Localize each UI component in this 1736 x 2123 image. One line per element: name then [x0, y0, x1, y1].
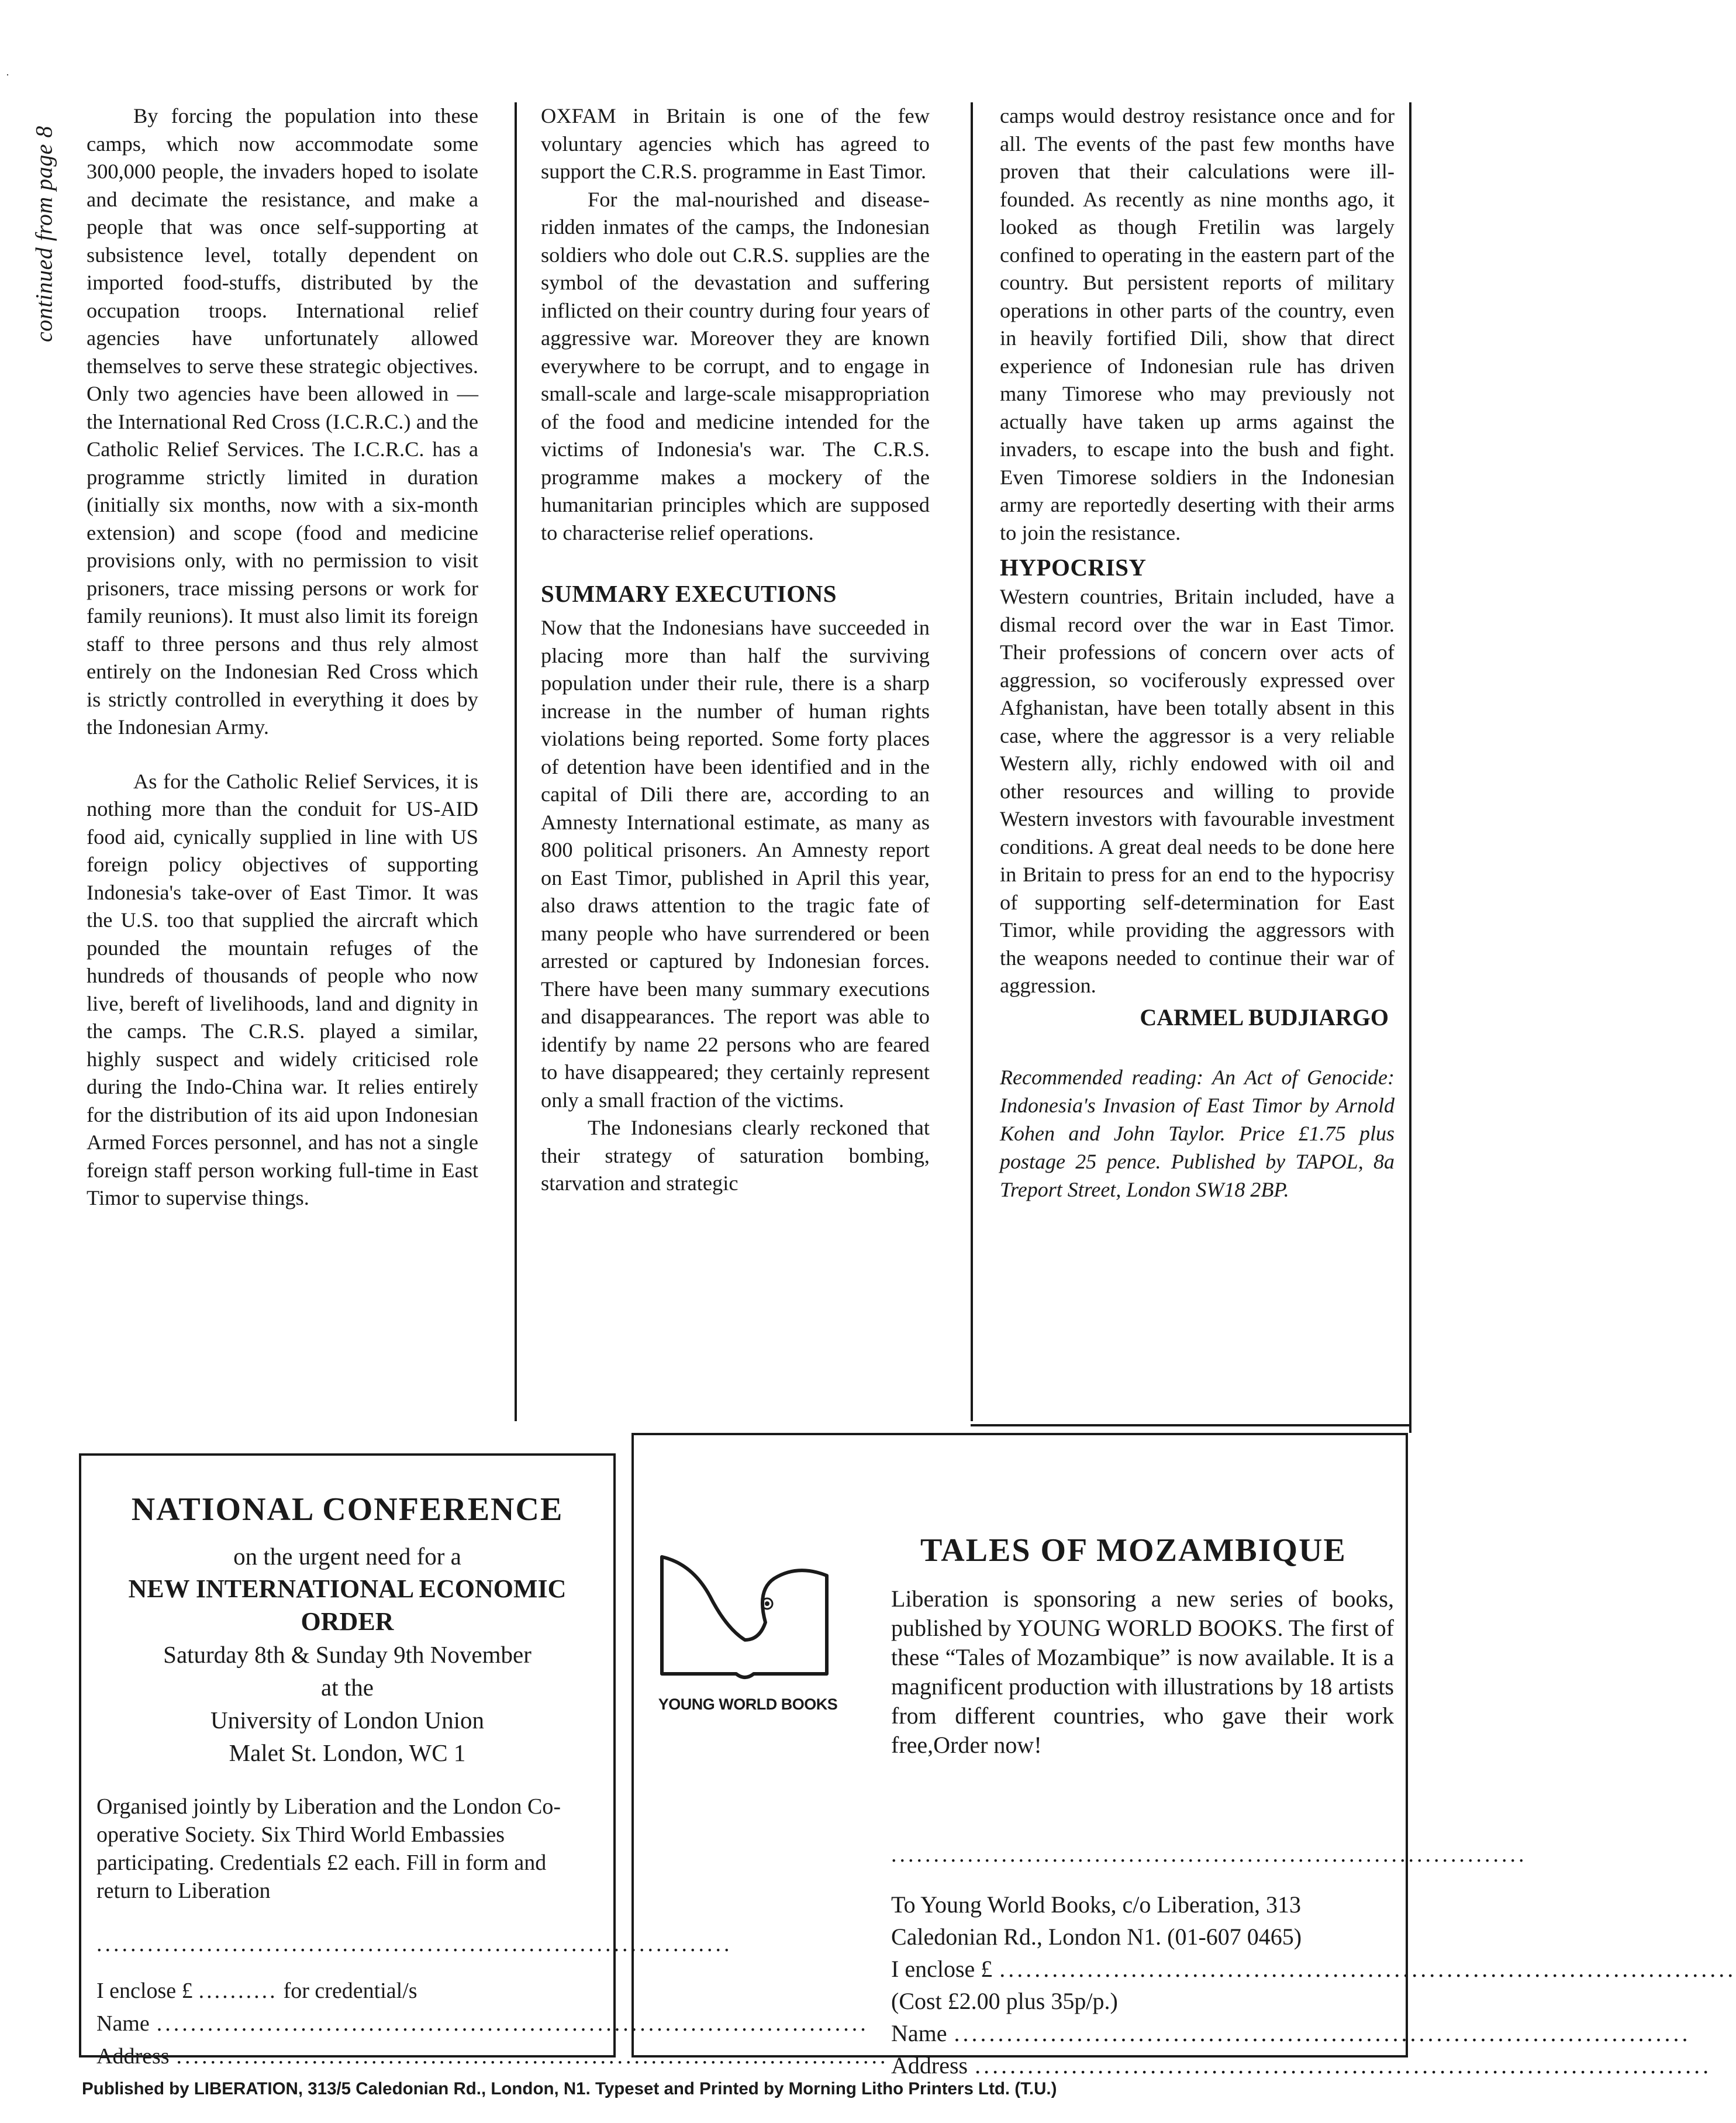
tales-enclose-line — [891, 1953, 1736, 1985]
tales-address-field[interactable]: .................................................................................... — [975, 2052, 1712, 2079]
article-column-3 — [1000, 102, 1395, 1421]
col2-paragraph-4: The Indonesians clearly reckoned that their strategy of saturation bombing, starvation and strategic — [541, 1116, 930, 1195]
tales-amount-field[interactable]: .................................................................................... — [999, 1956, 1736, 1982]
conference-line-3: ORDER — [301, 1607, 394, 1636]
tales-cost: (Cost £2.00 plus 35p/p.) — [891, 1988, 1118, 2014]
scan-mark: · — [6, 69, 9, 81]
column-rule-bottom — [971, 1424, 1411, 1426]
article-column-2 — [541, 102, 930, 1421]
column-rule-1 — [515, 102, 517, 1421]
conference-line-2: NEW INTERNATIONAL ECONOMIC — [128, 1574, 567, 1603]
tales-enclose-label: I enclose £ — [891, 1956, 993, 1982]
conference-enclose-suffix: for credential/s — [283, 1979, 417, 2003]
tales-title: TALES OF MOZAMBIQUE — [920, 1532, 1347, 1569]
continuation-note — [29, 99, 58, 368]
tales-address: To Young World Books, c/o Liberation, 313 Caledonian Rd., London N1. (01-607 0465) — [891, 1891, 1302, 1950]
col2-paragraph-2: For the mal-nourished and disease-ridden inmates of the camps, the Indonesian soldiers who dole out C.R.S. supplies are the symbol of the devastation and suffering inflicted on their country during four years of aggressive war. Moreover they are known everywhere to be corrupt, and to engage in small-scale and large-scale misappropriation of the food and medicine intended for the victims of Indonesia's war. The C.R.S. programme makes a mockery of the humanitarian principles which are supposed to characterise relief operations. — [541, 187, 930, 544]
summary-executions-heading: SUMMARY EXECUTIONS — [541, 580, 837, 607]
col3-paragraph-1: camps would destroy resistance once and for all. The events of the past few months have proven that their calculations were ill-founded. As recently as nine months ago, it looked as though Fretilin was largely confined to operating in the eastern part of the country. But persistent reports of military operations in other parts of the country, even in heavily fortified Dili, show that direct experience of Indonesian rule has driven many Timorese who may previously not actually have taken up arms against the invaders, to escape into the bush and fight. Even Timorese soldiers in the Indonesian army are reportedly deserting with their arms to join the resistance. — [1000, 104, 1395, 544]
logo-label: YOUNG WORLD BOOKS — [658, 1695, 838, 1713]
form-dotted-line: ........................................................................... — [96, 1932, 733, 1956]
author-byline: CARMEL BUDJIARGO — [1140, 1004, 1389, 1031]
tales-of-mozambique-advert — [631, 1433, 1736, 2079]
hypocrisy-heading: HYPOCRISY — [1000, 554, 1147, 581]
conference-name-label: Name — [96, 2011, 150, 2036]
conference-name-line — [81, 2007, 869, 2040]
tales-name-line — [891, 2017, 1691, 2049]
book-logo-icon — [657, 1552, 833, 1687]
conference-address: Malet St. London, WC 1 — [229, 1739, 466, 1766]
conference-amount-field[interactable]: .......... — [198, 1979, 278, 2003]
col1-paragraph-1: By forcing the population into these camps, which now accommodate some 300,000 people, the invaders hoped to isolate and decimate the resistance, and make a people that was once self-supporting at subsistence level, totally dependent on imported food-stuffs, distributed by the occupation troops. International relief agencies have unfortunately allowed themselves to serve these strategic objectives. Only two agencies have been allowed in — the International Red Cross (I.C.R.C.) and the Catholic Relief Services. The I.C.R.C. has a programme strictly limited in duration (initially six months, now with a six-month extension) and scope (food and medicine provisions only, with no permission to visit prisoners, trace missing persons or work for family reunions). It must also limit its foreign staff to three persons and thus rely almost entirely on the Indonesian Red Cross which is strictly controlled in everything it does by the Indonesian Army. — [87, 104, 478, 739]
conference-enclose-line — [81, 1974, 613, 2007]
tales-address-line — [891, 2049, 1712, 2081]
conference-address-line — [81, 2040, 889, 2073]
tales-order-form — [891, 1839, 1736, 2081]
tales-dotted-line: ........................................................................... — [891, 1842, 1527, 1867]
conference-details: Organised jointly by Liberation and the London Co-operative Society. Six Third World Embassies participating. Credentials £2 each. Fill in form and return to Liberation — [96, 1794, 561, 1903]
column-rule-2 — [971, 102, 973, 1421]
tales-description: Liberation is sponsoring a new series of books, published by YOUNG WORLD BOOKS. The first of these “Tales of Mozambique” is now available. It is a magnificent production with illustrations by 18 artists from different countries, who gave their work free,Order now! — [891, 1586, 1394, 1758]
column-rule-3 — [1409, 102, 1411, 1433]
recommended-reading: Recommended reading: An Act of Genocide: Indonesia's Invasion of East Timor by Arnold Kohen and John Taylor. Price £1.75 plus postage 25 pence. Published by TAPOL, 8a Treport Street, London SW18 2BP. — [1000, 1066, 1395, 1201]
tales-name-label: Name — [891, 2020, 947, 2046]
tales-address-label: Address — [891, 2052, 968, 2079]
col2-paragraph-1: OXFAM in Britain is one of the few voluntary agencies which has agreed to support the C.R.S. programme in East Timor. — [541, 104, 930, 183]
conference-line-5: at the — [321, 1674, 374, 1701]
conference-venue: University of London Union — [210, 1707, 485, 1733]
conference-dates: Saturday 8th & Sunday 9th November — [163, 1641, 532, 1668]
col1-paragraph-2: As for the Catholic Relief Services, it is nothing more than the conduit for US-AID food aid, cynically supplied in line with US foreign policy objectives of supporting Indonesia's take-over of East Timor. It was the U.S. too that supplied the aircraft which pounded the mountain refuges of the hundreds of thousands of people who now live, bereft of livelihoods, land and dignity in the camps. The C.R.S. played a similar, highly suspect and widely criticised role during the Indo-China war. It relies entirely for the distribution of its aid upon Indonesian Armed Forces personnel, and has not a single foreign staff person working full-time in East Timor to supervise things. — [87, 769, 478, 1209]
col2-paragraph-3: Now that the Indonesians have succeeded in placing more than half the surviving population under their rule, there is a sharp increase in the number of human rights violations being reported. Some forty places of detention have been identified and in the capital of Dili there are, according to an Amnesty International estimate, as many as 800 political prisoners. An Amnesty report on East Timor, published in April this year, also draws attention to the tragic fate of many people who have surrendered or been arrested or captured by Indonesian forces. There have been many summary executions and disappearances. The report was able to identify by name 22 persons who are feared to have disappeared; they certainly represent only a small fraction of the victims. — [541, 616, 930, 1112]
col3-paragraph-2: Western countries, Britain included, have a dismal record over the war in East Timor. Their professions of concern over acts of aggression, so vociferously expressed over Afghanistan, have been totally absent in this case, where the aggressor is a very reliable Western ally, richly endowed with oil and other resources and willing to provide Western investors with favourable investment conditions. A great deal needs to be done here in Britain to press for an end to the hypocrisy of supporting self-determination for East Timor, while providing the aggressors with the weapons needed to continue their war of aggression. — [1000, 585, 1395, 997]
conference-enclose-prefix: I enclose £ — [96, 1979, 193, 2003]
continuation-note-text: continued from page 8 — [30, 125, 57, 343]
tales-name-field[interactable]: .................................................................................... — [954, 2020, 1691, 2046]
young-world-books-logo — [657, 1552, 862, 1728]
conference-address-label: Address — [96, 2044, 170, 2069]
conference-line-1: on the urgent need for a — [233, 1543, 461, 1570]
conference-title: NATIONAL CONFERENCE — [131, 1491, 564, 1528]
article-column-1 — [87, 102, 478, 1421]
conference-name-field[interactable]: .................................................................................... — [156, 2011, 869, 2036]
conference-address-field[interactable]: .................................................................................... — [176, 2044, 889, 2069]
publisher-footer: Published by LIBERATION, 313/5 Caledonian Rd., London, N1. Typeset and Printed by Morning Litho Printers Ltd. (T.U.) — [82, 2079, 1057, 2098]
